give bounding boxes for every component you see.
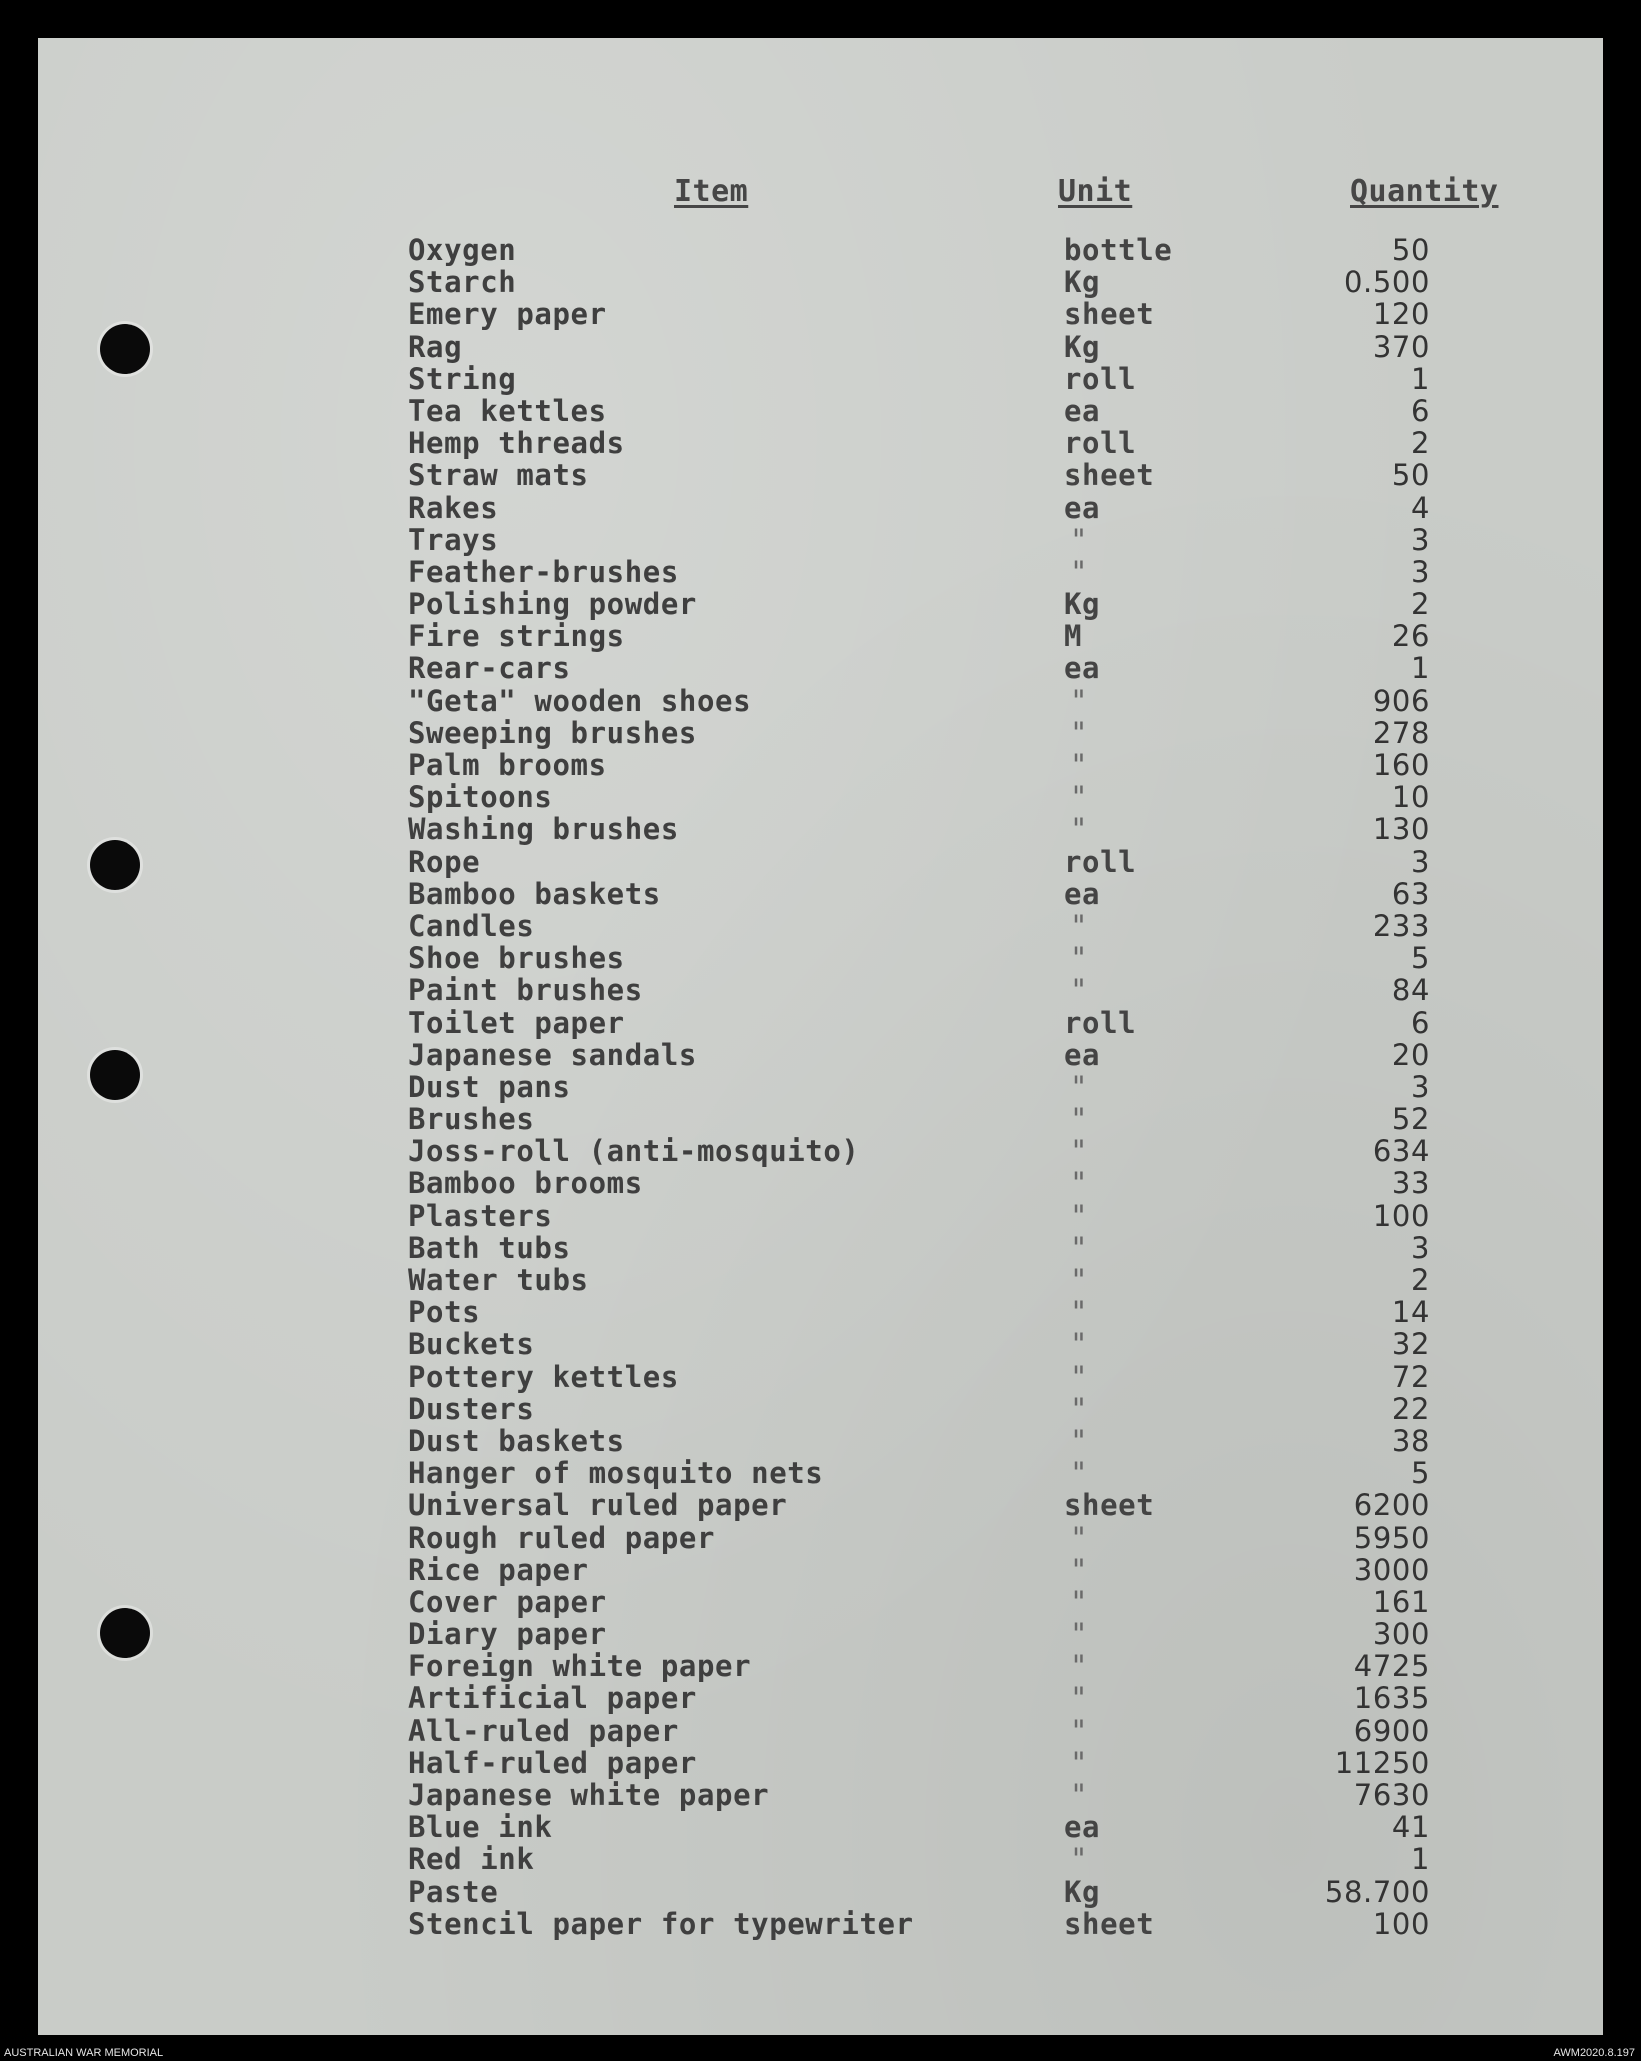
item-name: Brushes xyxy=(408,1102,535,1137)
table-row xyxy=(38,1103,1603,1135)
item-quantity: 0.500 xyxy=(1343,265,1430,300)
item-name: Fire strings xyxy=(408,619,625,654)
item-name: Shoe brushes xyxy=(408,941,625,976)
table-row xyxy=(38,1167,1603,1199)
item-quantity: 11250 xyxy=(1334,1745,1430,1780)
item-quantity: 20 xyxy=(1391,1037,1430,1072)
table-row xyxy=(38,427,1603,459)
item-quantity: 160 xyxy=(1372,748,1430,782)
item-name: Spitoons xyxy=(408,780,553,815)
item-name: Rear-cars xyxy=(408,651,571,686)
item-unit: " xyxy=(1070,1649,1089,1684)
table-row xyxy=(38,588,1603,620)
table-row xyxy=(38,652,1603,684)
item-quantity: 3 xyxy=(1410,522,1430,557)
item-quantity: 100 xyxy=(1372,1906,1430,1941)
item-quantity: 41 xyxy=(1391,1810,1430,1845)
item-quantity: 3 xyxy=(1410,1230,1430,1265)
table-row xyxy=(38,1071,1603,1103)
item-unit: ea xyxy=(1064,651,1101,686)
item-name: Hemp threads xyxy=(408,426,625,461)
table-row xyxy=(38,556,1603,588)
item-unit: ea xyxy=(1064,1037,1101,1072)
item-quantity: 634 xyxy=(1372,1134,1430,1169)
table-row xyxy=(38,878,1603,910)
item-name: "Geta" wooden shoes xyxy=(408,683,752,718)
item-quantity: 300 xyxy=(1372,1617,1430,1652)
table-row xyxy=(38,1425,1603,1457)
item-unit: ea xyxy=(1064,1810,1101,1845)
table-row xyxy=(38,1682,1603,1714)
item-unit: " xyxy=(1070,1520,1089,1555)
table-row xyxy=(38,620,1603,652)
item-name: Palm brooms xyxy=(408,748,607,782)
table-row xyxy=(38,1908,1603,1940)
item-name: Buckets xyxy=(408,1327,535,1362)
item-unit: Kg xyxy=(1064,587,1101,622)
table-row xyxy=(38,717,1603,749)
item-name: Pottery kettles xyxy=(408,1359,679,1394)
item-unit: M xyxy=(1064,619,1083,654)
item-name: Straw mats xyxy=(408,458,589,493)
header-item: Item xyxy=(674,174,749,209)
item-quantity: 2 xyxy=(1410,426,1430,461)
item-unit: " xyxy=(1070,1778,1089,1812)
item-unit: " xyxy=(1070,1327,1089,1362)
table-row xyxy=(38,1200,1603,1232)
item-name: Water tubs xyxy=(408,1263,589,1297)
item-unit: " xyxy=(1070,1745,1089,1780)
item-quantity: 130 xyxy=(1372,812,1430,847)
item-unit: ea xyxy=(1064,490,1101,525)
item-unit: roll xyxy=(1064,1005,1137,1040)
item-name: Artificial paper xyxy=(408,1681,697,1716)
item-unit: " xyxy=(1070,908,1089,943)
table-row xyxy=(38,942,1603,974)
table-row xyxy=(38,1779,1603,1811)
item-unit: ea xyxy=(1064,876,1101,911)
item-quantity: 233 xyxy=(1372,908,1430,943)
item-name: Sweeping brushes xyxy=(408,715,697,750)
item-quantity: 3 xyxy=(1410,1069,1430,1104)
item-unit: " xyxy=(1070,522,1089,557)
item-quantity: 1 xyxy=(1410,651,1430,686)
header-quantity: Quantity xyxy=(1350,174,1499,209)
item-quantity: 906 xyxy=(1372,683,1430,718)
item-quantity: 6900 xyxy=(1353,1713,1430,1748)
item-quantity: 58.700 xyxy=(1324,1874,1430,1909)
table-row xyxy=(38,524,1603,556)
item-name: Dust pans xyxy=(408,1069,571,1104)
item-unit: " xyxy=(1070,683,1089,718)
item-name: Bamboo baskets xyxy=(408,876,661,911)
item-quantity: 3 xyxy=(1410,844,1430,879)
item-unit: Kg xyxy=(1064,1874,1101,1909)
item-name: All-ruled paper xyxy=(408,1713,679,1748)
item-name: Rakes xyxy=(408,490,499,525)
item-name: Red ink xyxy=(408,1842,535,1877)
item-quantity: 6 xyxy=(1410,1005,1430,1040)
item-name: Bath tubs xyxy=(408,1230,571,1265)
item-quantity: 50 xyxy=(1391,233,1430,267)
item-unit: sheet xyxy=(1064,297,1155,332)
table-row xyxy=(38,685,1603,717)
item-quantity: 2 xyxy=(1410,1263,1430,1297)
table-row xyxy=(38,1489,1603,1521)
table-row xyxy=(38,363,1603,395)
item-quantity: 84 xyxy=(1391,973,1430,1008)
item-unit: " xyxy=(1070,941,1089,976)
table-row xyxy=(38,1457,1603,1489)
item-unit: " xyxy=(1070,1842,1089,1877)
item-unit: " xyxy=(1070,1713,1089,1748)
item-name: Japanese white paper xyxy=(408,1778,770,1812)
item-unit: roll xyxy=(1064,844,1137,879)
item-unit: " xyxy=(1070,715,1089,750)
item-quantity: 7630 xyxy=(1353,1778,1430,1812)
item-unit: " xyxy=(1070,554,1089,589)
item-name: Bamboo brooms xyxy=(408,1166,643,1201)
item-unit: roll xyxy=(1064,426,1137,461)
table-row xyxy=(38,1361,1603,1393)
table-row xyxy=(38,1522,1603,1554)
item-unit: " xyxy=(1070,1423,1089,1458)
item-unit: " xyxy=(1070,1263,1089,1297)
table-row xyxy=(38,1747,1603,1779)
item-unit: sheet xyxy=(1064,458,1155,493)
item-name: Rice paper xyxy=(408,1552,589,1587)
item-unit: " xyxy=(1070,1552,1089,1587)
table-row xyxy=(38,492,1603,524)
item-quantity: 5 xyxy=(1410,1456,1430,1491)
item-unit: " xyxy=(1070,1456,1089,1491)
item-name: Half-ruled paper xyxy=(408,1745,697,1780)
item-name: Universal ruled paper xyxy=(408,1488,788,1523)
item-unit: bottle xyxy=(1064,233,1173,267)
item-quantity: 2 xyxy=(1410,587,1430,622)
table-row xyxy=(38,1843,1603,1875)
item-unit: " xyxy=(1070,1102,1089,1137)
item-quantity: 3000 xyxy=(1353,1552,1430,1587)
item-quantity: 4 xyxy=(1410,490,1430,525)
item-name: Candles xyxy=(408,908,535,943)
item-unit: Kg xyxy=(1064,329,1101,364)
item-unit: " xyxy=(1070,1230,1089,1265)
item-name: Trays xyxy=(408,522,499,557)
table-row xyxy=(38,1650,1603,1682)
item-name: Dust baskets xyxy=(408,1423,625,1458)
table-row xyxy=(38,234,1603,266)
item-quantity: 1635 xyxy=(1353,1681,1430,1716)
item-unit: " xyxy=(1070,780,1089,815)
table-row xyxy=(38,846,1603,878)
item-name: Stencil paper for typewriter xyxy=(408,1906,914,1941)
item-quantity: 63 xyxy=(1391,876,1430,911)
item-quantity: 4725 xyxy=(1353,1649,1430,1684)
table-row xyxy=(38,781,1603,813)
document-page xyxy=(38,38,1603,2035)
item-unit: " xyxy=(1070,1584,1089,1619)
table-row xyxy=(38,1039,1603,1071)
item-unit: sheet xyxy=(1064,1906,1155,1941)
item-unit: " xyxy=(1070,1134,1089,1169)
item-unit: " xyxy=(1070,1359,1089,1394)
item-quantity: 120 xyxy=(1372,297,1430,332)
item-quantity: 161 xyxy=(1372,1584,1430,1619)
table-row xyxy=(38,459,1603,491)
item-name: Rope xyxy=(408,844,481,879)
item-quantity: 6 xyxy=(1410,393,1430,428)
item-unit: " xyxy=(1070,812,1089,847)
table-row xyxy=(38,1393,1603,1425)
table-row xyxy=(38,1715,1603,1747)
item-quantity: 32 xyxy=(1391,1327,1430,1362)
item-quantity: 3 xyxy=(1410,554,1430,589)
item-quantity: 33 xyxy=(1391,1166,1430,1201)
item-unit: " xyxy=(1070,1198,1089,1233)
table-row xyxy=(38,1554,1603,1586)
table-row xyxy=(38,813,1603,845)
item-name: Joss-roll (anti-mosquito) xyxy=(408,1134,860,1169)
table-row xyxy=(38,974,1603,1006)
table-body xyxy=(38,234,1603,1940)
table-row xyxy=(38,266,1603,298)
item-name: Foreign white paper xyxy=(408,1649,752,1684)
item-name: Oxygen xyxy=(408,233,517,267)
item-name: Cover paper xyxy=(408,1584,607,1619)
item-quantity: 22 xyxy=(1391,1391,1430,1426)
item-quantity: 26 xyxy=(1391,619,1430,654)
item-unit: " xyxy=(1070,973,1089,1008)
inventory-table xyxy=(38,38,1603,2035)
item-name: Toilet paper xyxy=(408,1005,625,1040)
table-row xyxy=(38,749,1603,781)
item-unit: " xyxy=(1070,1069,1089,1104)
item-quantity: 100 xyxy=(1372,1198,1430,1233)
item-quantity: 370 xyxy=(1372,329,1430,364)
item-unit: ea xyxy=(1064,393,1101,428)
table-row xyxy=(38,910,1603,942)
item-name: Blue ink xyxy=(408,1810,553,1845)
item-unit: " xyxy=(1070,1166,1089,1201)
item-name: String xyxy=(408,361,517,396)
item-quantity: 14 xyxy=(1391,1295,1430,1330)
item-quantity: 5950 xyxy=(1353,1520,1430,1555)
item-name: Dusters xyxy=(408,1391,535,1426)
item-name: Paint brushes xyxy=(408,973,643,1008)
item-quantity: 1 xyxy=(1410,361,1430,396)
table-row xyxy=(38,1232,1603,1264)
item-quantity: 1 xyxy=(1410,1842,1430,1877)
item-name: Diary paper xyxy=(408,1617,607,1652)
item-name: Feather-brushes xyxy=(408,554,679,589)
item-name: Starch xyxy=(408,265,517,300)
item-unit: " xyxy=(1070,1391,1089,1426)
item-name: Paste xyxy=(408,1874,499,1909)
table-row xyxy=(38,1811,1603,1843)
table-row xyxy=(38,395,1603,427)
item-name: Pots xyxy=(408,1295,481,1330)
item-quantity: 52 xyxy=(1391,1102,1430,1137)
item-name: Emery paper xyxy=(408,297,607,332)
item-name: Rough ruled paper xyxy=(408,1520,716,1555)
item-quantity: 38 xyxy=(1391,1423,1430,1458)
table-row xyxy=(38,1328,1603,1360)
item-name: Washing brushes xyxy=(408,812,679,847)
archive-caption: AUSTRALIAN WAR MEMORIAL xyxy=(4,2047,164,2059)
table-row xyxy=(38,1296,1603,1328)
item-quantity: 6200 xyxy=(1353,1488,1430,1523)
item-name: Rag xyxy=(408,329,463,364)
item-unit: " xyxy=(1070,1295,1089,1330)
item-quantity: 50 xyxy=(1391,458,1430,493)
table-row xyxy=(38,1264,1603,1296)
item-name: Japanese sandals xyxy=(408,1037,697,1072)
item-name: Hanger of mosquito nets xyxy=(408,1456,824,1491)
item-unit: sheet xyxy=(1064,1488,1155,1523)
header-unit: Unit xyxy=(1058,174,1133,209)
item-unit: roll xyxy=(1064,361,1137,396)
item-quantity: 278 xyxy=(1372,715,1430,750)
table-row xyxy=(38,1007,1603,1039)
table-row xyxy=(38,1618,1603,1650)
item-name: Tea kettles xyxy=(408,393,607,428)
archive-reference: AWM2020.8.197 xyxy=(1553,2047,1635,2059)
item-unit: " xyxy=(1070,1681,1089,1716)
table-row xyxy=(38,1586,1603,1618)
table-row xyxy=(38,1876,1603,1908)
table-row xyxy=(38,298,1603,330)
item-name: Polishing powder xyxy=(408,587,697,622)
item-quantity: 5 xyxy=(1410,941,1430,976)
item-unit: Kg xyxy=(1064,265,1101,300)
table-row xyxy=(38,1135,1603,1167)
item-unit: " xyxy=(1070,1617,1089,1652)
item-name: Plasters xyxy=(408,1198,553,1233)
item-quantity: 72 xyxy=(1391,1359,1430,1394)
item-quantity: 10 xyxy=(1391,780,1430,815)
item-unit: " xyxy=(1070,748,1089,782)
table-row xyxy=(38,331,1603,363)
